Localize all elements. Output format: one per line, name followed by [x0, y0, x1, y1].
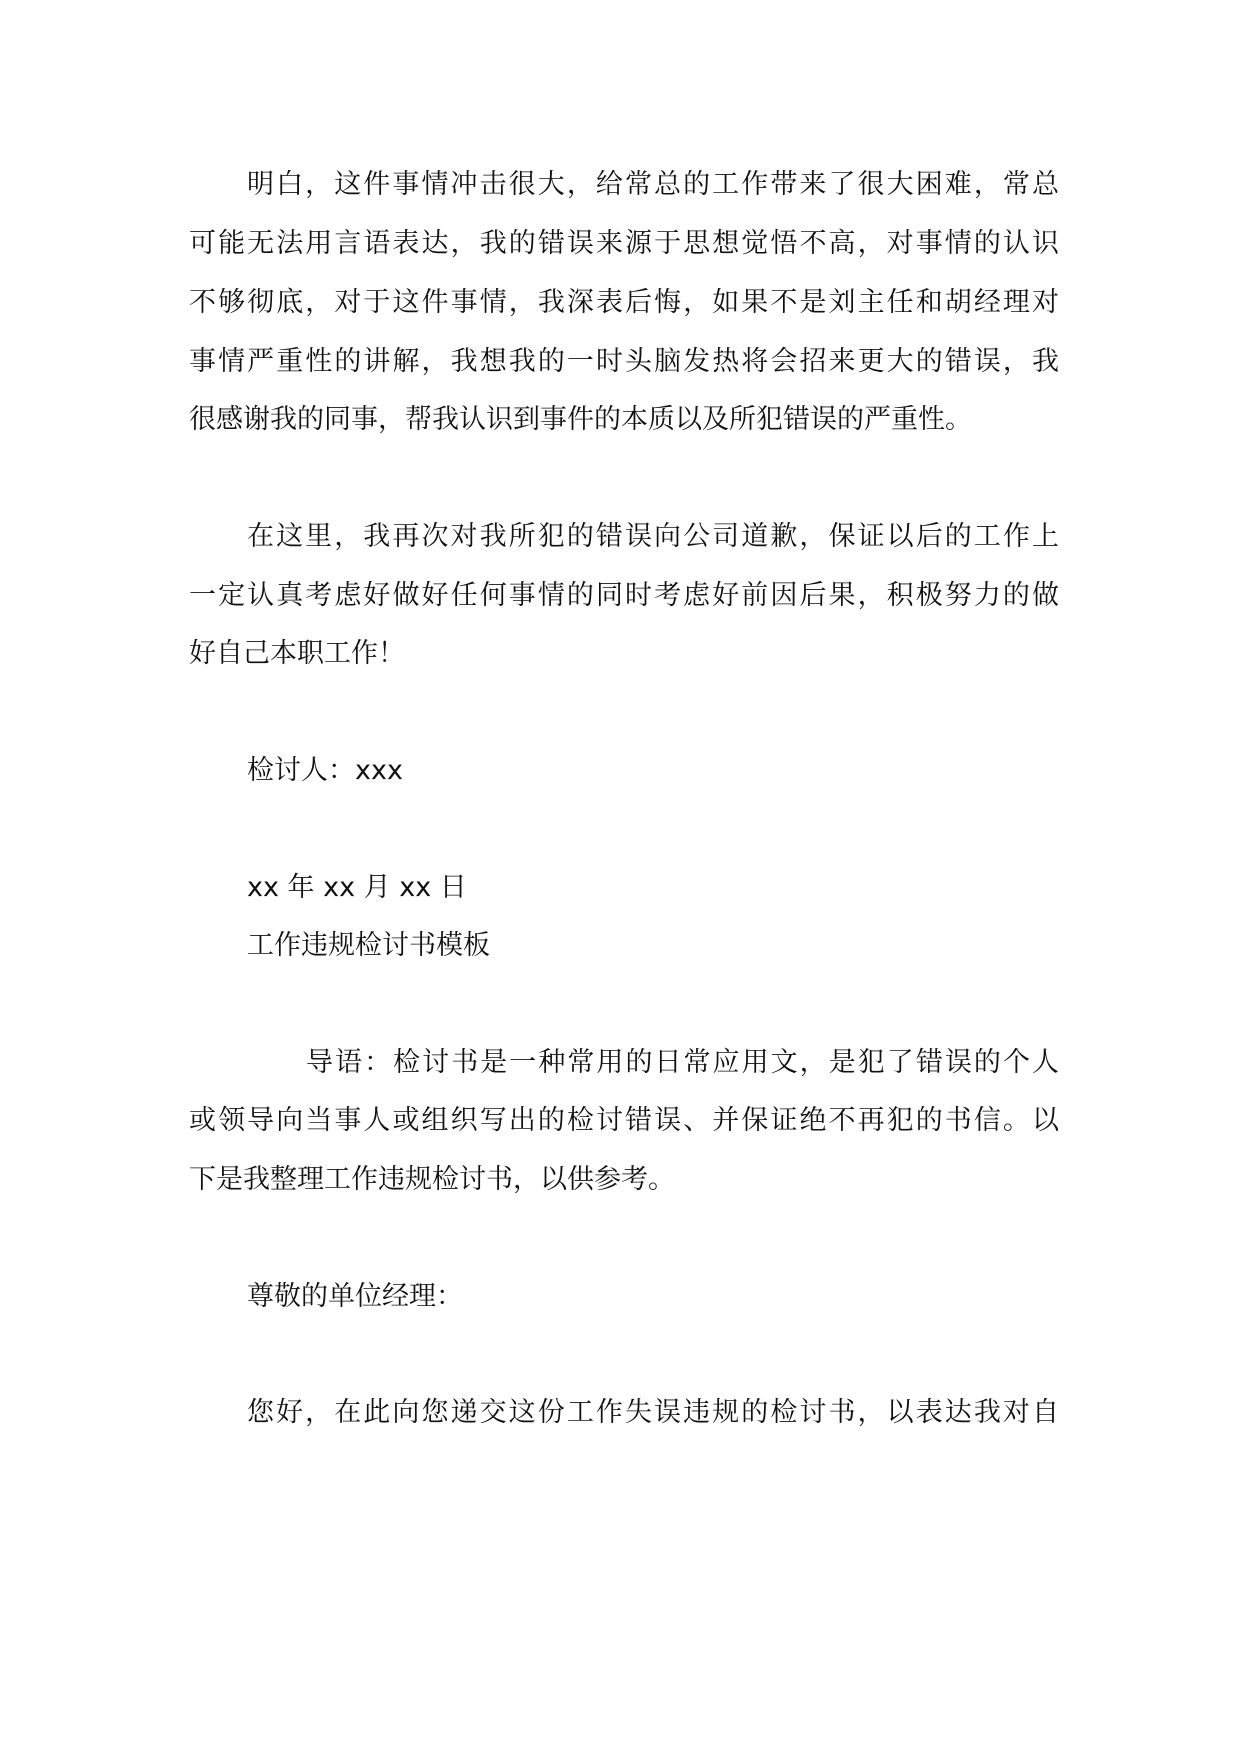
- paragraph-1-line-1: 明白，这件事情冲击很大，给常总的工作带来了很大困难，常总: [247, 169, 1059, 200]
- paragraph-2-line-3: 好自己本职工作！: [189, 638, 405, 669]
- paragraph-1-line-5: 很感谢我的同事，帮我认识到事件的本质以及所犯错误的严重性。: [189, 404, 972, 435]
- opening-line: 您好，在此向您递交这份工作失误违规的检讨书，以表达我对自: [247, 1397, 1059, 1428]
- intro-line-3: 下是我整理工作违规检讨书，以供参考。: [189, 1164, 675, 1195]
- salutation: 尊敬的单位经理：: [247, 1281, 463, 1312]
- paragraph-2-line-1: 在这里，我再次对我所犯的错误向公司道歉，保证以后的工作上: [247, 521, 1059, 552]
- paragraph-1-line-2: 可能无法用言语表达，我的错误来源于思想觉悟不高，对事情的认识: [189, 228, 1059, 259]
- paragraph-2-line-2: 一定认真考虑好做好任何事情的同时考虑好前因后果，积极努力的做: [189, 580, 1059, 611]
- signer-line: 检讨人：xxx: [247, 755, 403, 786]
- paragraph-1-line-4: 事情严重性的讲解，我想我的一时头脑发热将会招来更大的错误，我: [189, 346, 1059, 377]
- date-line: xx 年 xx 月 xx 日: [247, 872, 467, 903]
- intro-line-2: 或领导向当事人或组织写出的检讨错误、并保证绝不再犯的书信。以: [189, 1105, 1059, 1136]
- intro-line-1: 导语：检讨书是一种常用的日常应用文，是犯了错误的个人: [306, 1047, 1059, 1078]
- document-title: 工作违规检讨书模板: [247, 930, 490, 961]
- paragraph-1-line-3: 不够彻底，对于这件事情，我深表后悔，如果不是刘主任和胡经理对: [189, 287, 1059, 318]
